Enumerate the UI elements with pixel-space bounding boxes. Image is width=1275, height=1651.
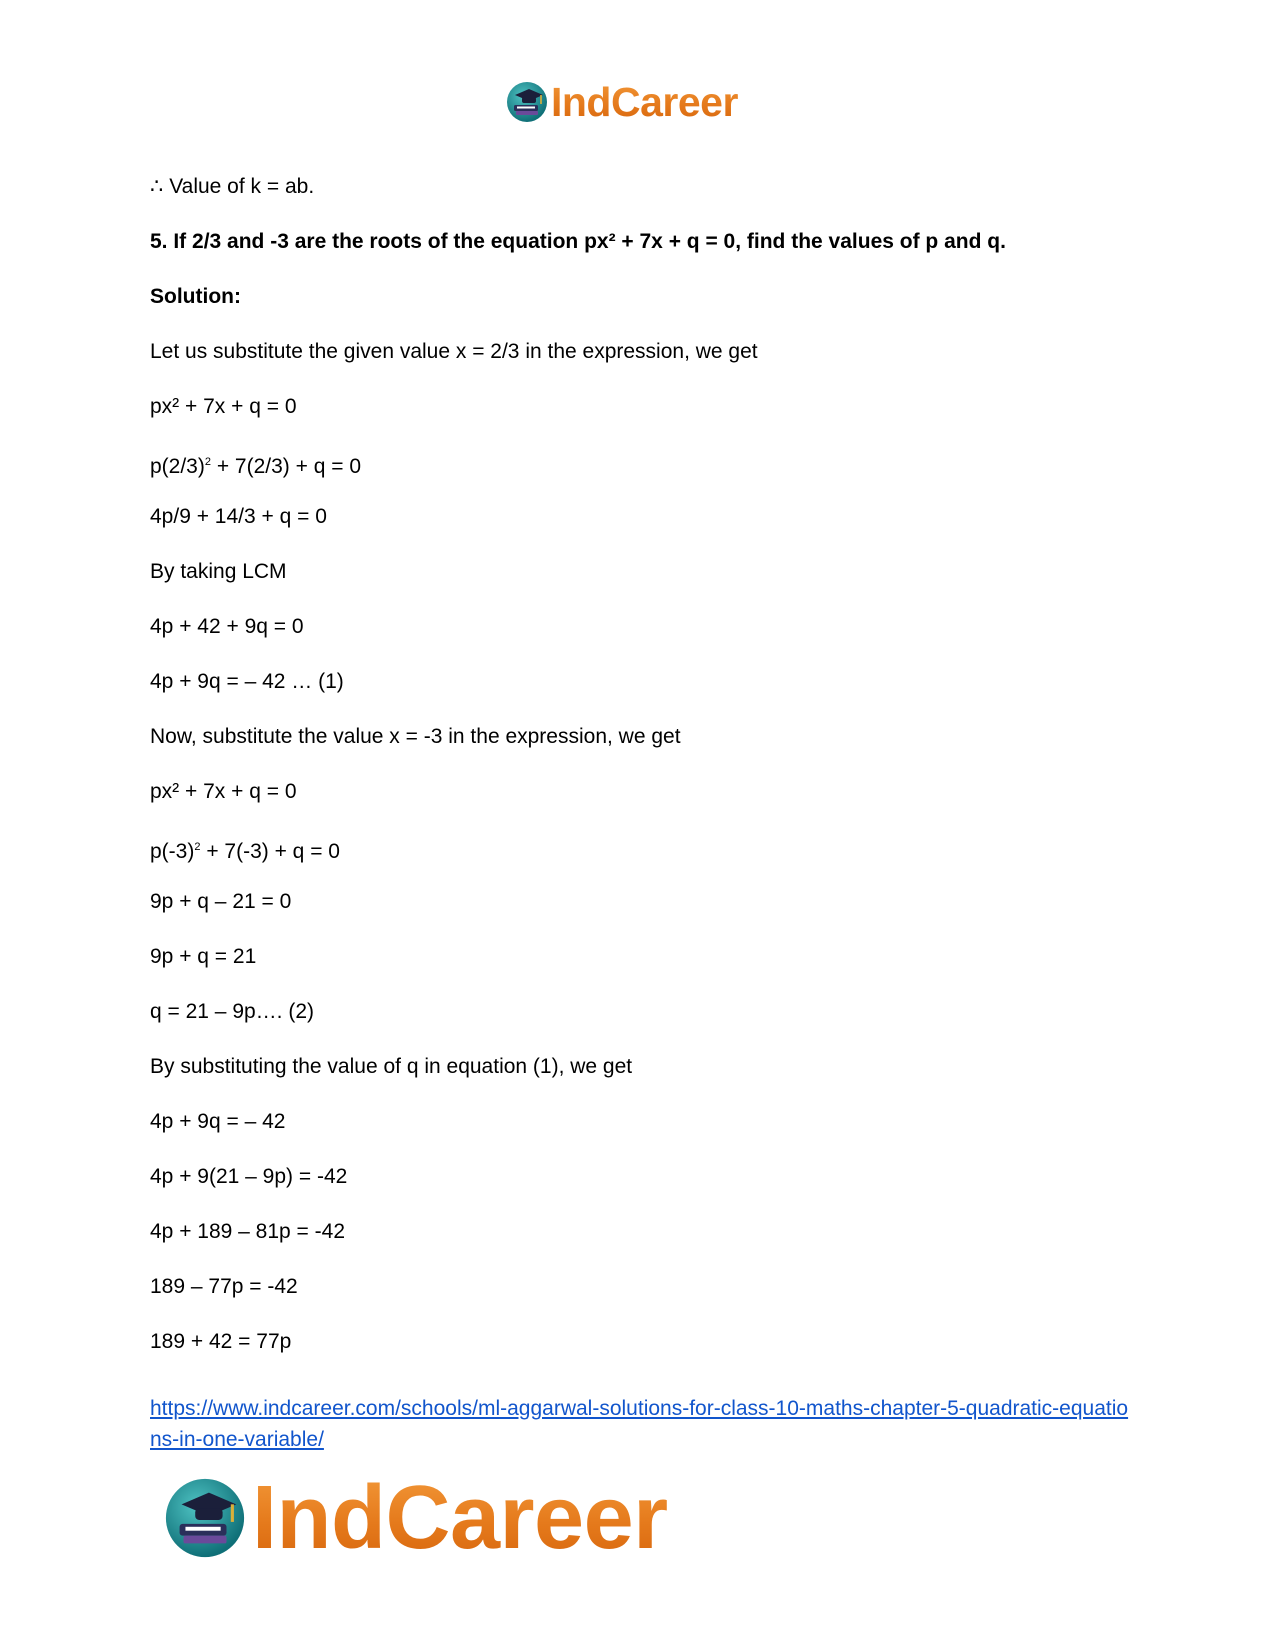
text-line: Now, substitute the value x = -3 in the expression, we get — [150, 725, 681, 748]
indcareer-logo-header — [505, 78, 738, 126]
solution-label: Solution: — [150, 285, 241, 308]
equation-line: 4p + 9(21 – 9p) = -42 — [150, 1165, 348, 1188]
equation-line: 189 – 77p = -42 — [150, 1275, 298, 1298]
question-heading: 5. If 2/3 and -3 are the roots of the equation px² + 7x + q = 0, find the values of p and q. — [150, 230, 1006, 253]
equation-line: 4p + 9q = – 42 — [150, 1110, 286, 1133]
equation-line: q = 21 – 9p…. (2) — [150, 1000, 315, 1023]
equation-line: 189 + 42 = 77p — [150, 1330, 292, 1353]
equation-part: p(2/3) — [150, 455, 205, 478]
equation-line: 9p + q = 21 — [150, 945, 257, 968]
graduation-cap-book-icon — [162, 1475, 248, 1561]
equation-part: + 7(-3) + q = 0 — [206, 840, 340, 863]
equation-line: 4p/9 + 14/3 + q = 0 — [150, 505, 327, 528]
logo-wordmark: IndCareer — [551, 79, 738, 125]
text-line: By taking LCM — [150, 560, 287, 583]
text-line: ∴ Value of k = ab. — [150, 175, 315, 198]
equation-line: px² + 7x + q = 0 — [150, 395, 297, 418]
equation-line — [150, 447, 1130, 477]
equation-line: px² + 7x + q = 0 — [150, 780, 297, 803]
equation-line: 4p + 42 + 9q = 0 — [150, 615, 304, 638]
indcareer-logo-footer — [162, 1468, 668, 1568]
logo-wordmark: IndCareer — [252, 1468, 668, 1568]
text-line: Let us substitute the given value x = 2/3 in the expression, we get — [150, 340, 758, 363]
text-line: By substituting the value of q in equation (1), we get — [150, 1055, 633, 1078]
document-body — [150, 172, 1130, 1382]
source-url-link[interactable]: https://www.indcareer.com/schools/ml-aggarwal-solutions-for-class-10-maths-chapter-5-quadratic-equations-in-one-variable/ — [150, 1397, 1129, 1451]
equation-line: 4p + 9q = – 42 … (1) — [150, 670, 344, 693]
superscript: 2 — [194, 841, 201, 853]
equation-part: p(-3) — [150, 840, 195, 863]
equation-line: 9p + q – 21 = 0 — [150, 890, 292, 913]
superscript: 2 — [204, 456, 211, 468]
graduation-cap-book-icon — [505, 80, 549, 124]
equation-part: + 7(2/3) + q = 0 — [216, 455, 362, 478]
equation-line: 4p + 189 – 81p = -42 — [150, 1220, 345, 1243]
equation-line — [150, 832, 1130, 862]
